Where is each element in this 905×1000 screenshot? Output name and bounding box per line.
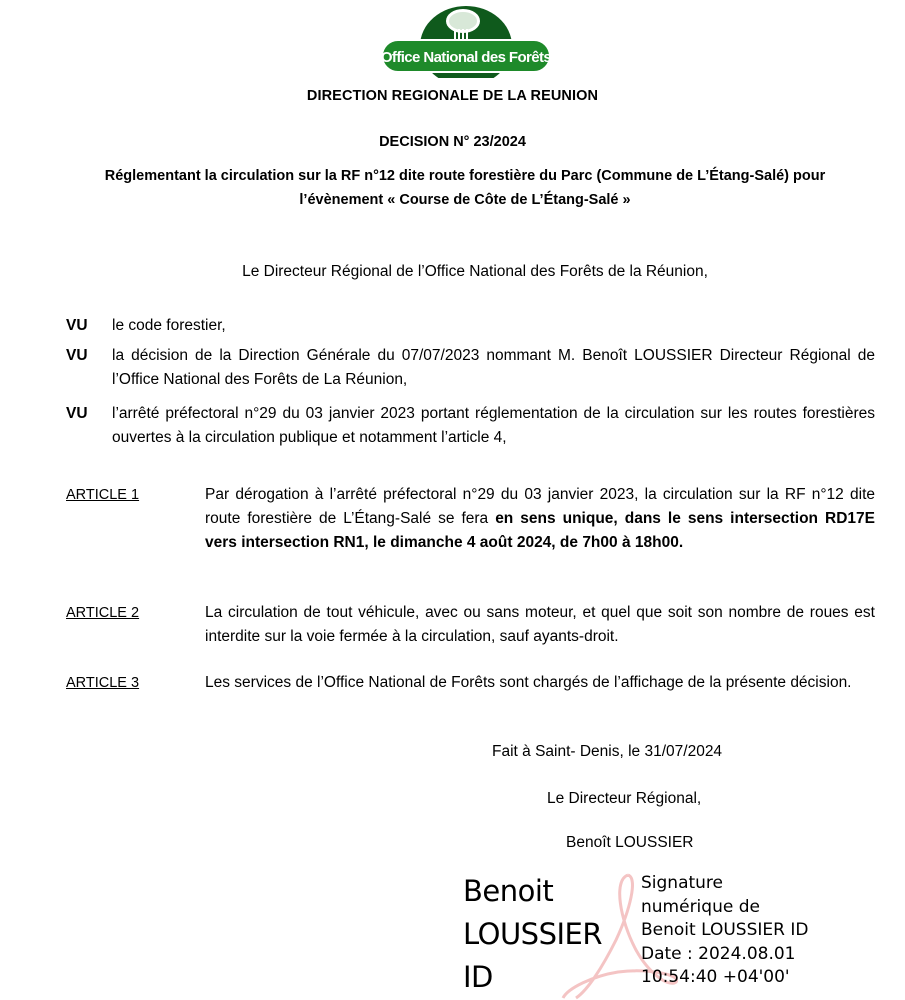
- intro-paragraph: Le Directeur Régional de l’Office National des Forêts de la Réunion,: [242, 263, 708, 280]
- vu-text: la décision de la Direction Générale du 07/07/2023 nommant M. Benoît LOUSSIER Directeur Régional de l’Office National des Forêts de La Réunion,: [112, 347, 875, 388]
- vu-clause-1: [66, 314, 875, 338]
- article-2: [66, 601, 875, 649]
- vu-clause-2: [66, 344, 875, 392]
- place-date: Fait à Saint- Denis, le 31/07/2024: [492, 743, 723, 760]
- article-1: [66, 483, 875, 555]
- article-label: ARTICLE 2: [66, 605, 140, 621]
- decision-number: DECISION N° 23/2024: [379, 134, 526, 150]
- signature-detail-line: Signature: [641, 873, 724, 893]
- signature-details: [641, 872, 808, 990]
- vu-label: VU: [66, 347, 88, 364]
- signature-detail-line: Benoit LOUSSIER ID: [641, 920, 809, 940]
- subtitle-line-2: l’évènement « Course de Côte de L’Étang-Salé »: [299, 192, 631, 208]
- subtitle-line-1: Réglementant la circulation sur la RF n°12 dite route forestière du Parc (Commune de L’Étang-Salé) pour: [104, 168, 826, 184]
- signature-name-line: ID: [463, 960, 493, 994]
- signature-detail-line: Date : 2024.08.01: [641, 943, 796, 964]
- onf-logo: [380, 4, 552, 78]
- article-text: [205, 483, 875, 555]
- article-label: ARTICLE 1: [66, 487, 140, 503]
- article-text: La circulation de tout véhicule, avec ou sans moteur, et quel que soit son nombre de roues est interdite sur la voie fermée à la circulation, sauf ayants-droit.: [205, 604, 875, 645]
- vu-text: le code forestier,: [112, 317, 226, 334]
- article-3: [66, 671, 875, 695]
- decision-subtitle: [40, 164, 890, 212]
- signature-name-line: Benoit: [463, 874, 554, 908]
- article-text: Les services de l’Office National de Forêts sont chargés de l’affichage de la présente décision.: [205, 674, 852, 691]
- signatory-name: Benoît LOUSSIER: [566, 834, 694, 851]
- vu-text: l’arrêté préfectoral n°29 du 03 janvier 2023 portant réglementation de la circulation sur les routes forestières ouvertes à la circulation publique et notamment l’article 4,: [112, 405, 875, 446]
- vu-label: VU: [66, 317, 88, 334]
- vu-label: VU: [66, 405, 88, 422]
- signature-name-line: LOUSSIER: [463, 917, 603, 951]
- signature-detail-line: numérique de: [641, 896, 760, 917]
- svg-text:Office National des Forêts: Office National des Forêts: [380, 49, 552, 66]
- article-label: ARTICLE 3: [66, 675, 140, 691]
- article-text-bold: en sens unique, dans le sens intersection RD17E vers intersection RN1, le dimanche 4 août 2024, de 7h00 à 18h00.: [205, 510, 875, 551]
- vu-clause-3: [66, 402, 875, 450]
- article-text-plain: Par dérogation à l’arrêté préfectoral n°29 du 03 janvier 2023, la circulation sur la RF n°12 dite route forestière de L’Étang-Salé se fera: [205, 486, 875, 527]
- direction-heading: DIRECTION REGIONALE DE LA REUNION: [306, 88, 599, 104]
- signature-name: [463, 870, 602, 999]
- digital-signature[interactable]: [463, 870, 863, 1000]
- signatory-title: Le Directeur Régional,: [547, 790, 702, 807]
- signature-detail-line: 10:54:40 +04'00': [641, 967, 790, 987]
